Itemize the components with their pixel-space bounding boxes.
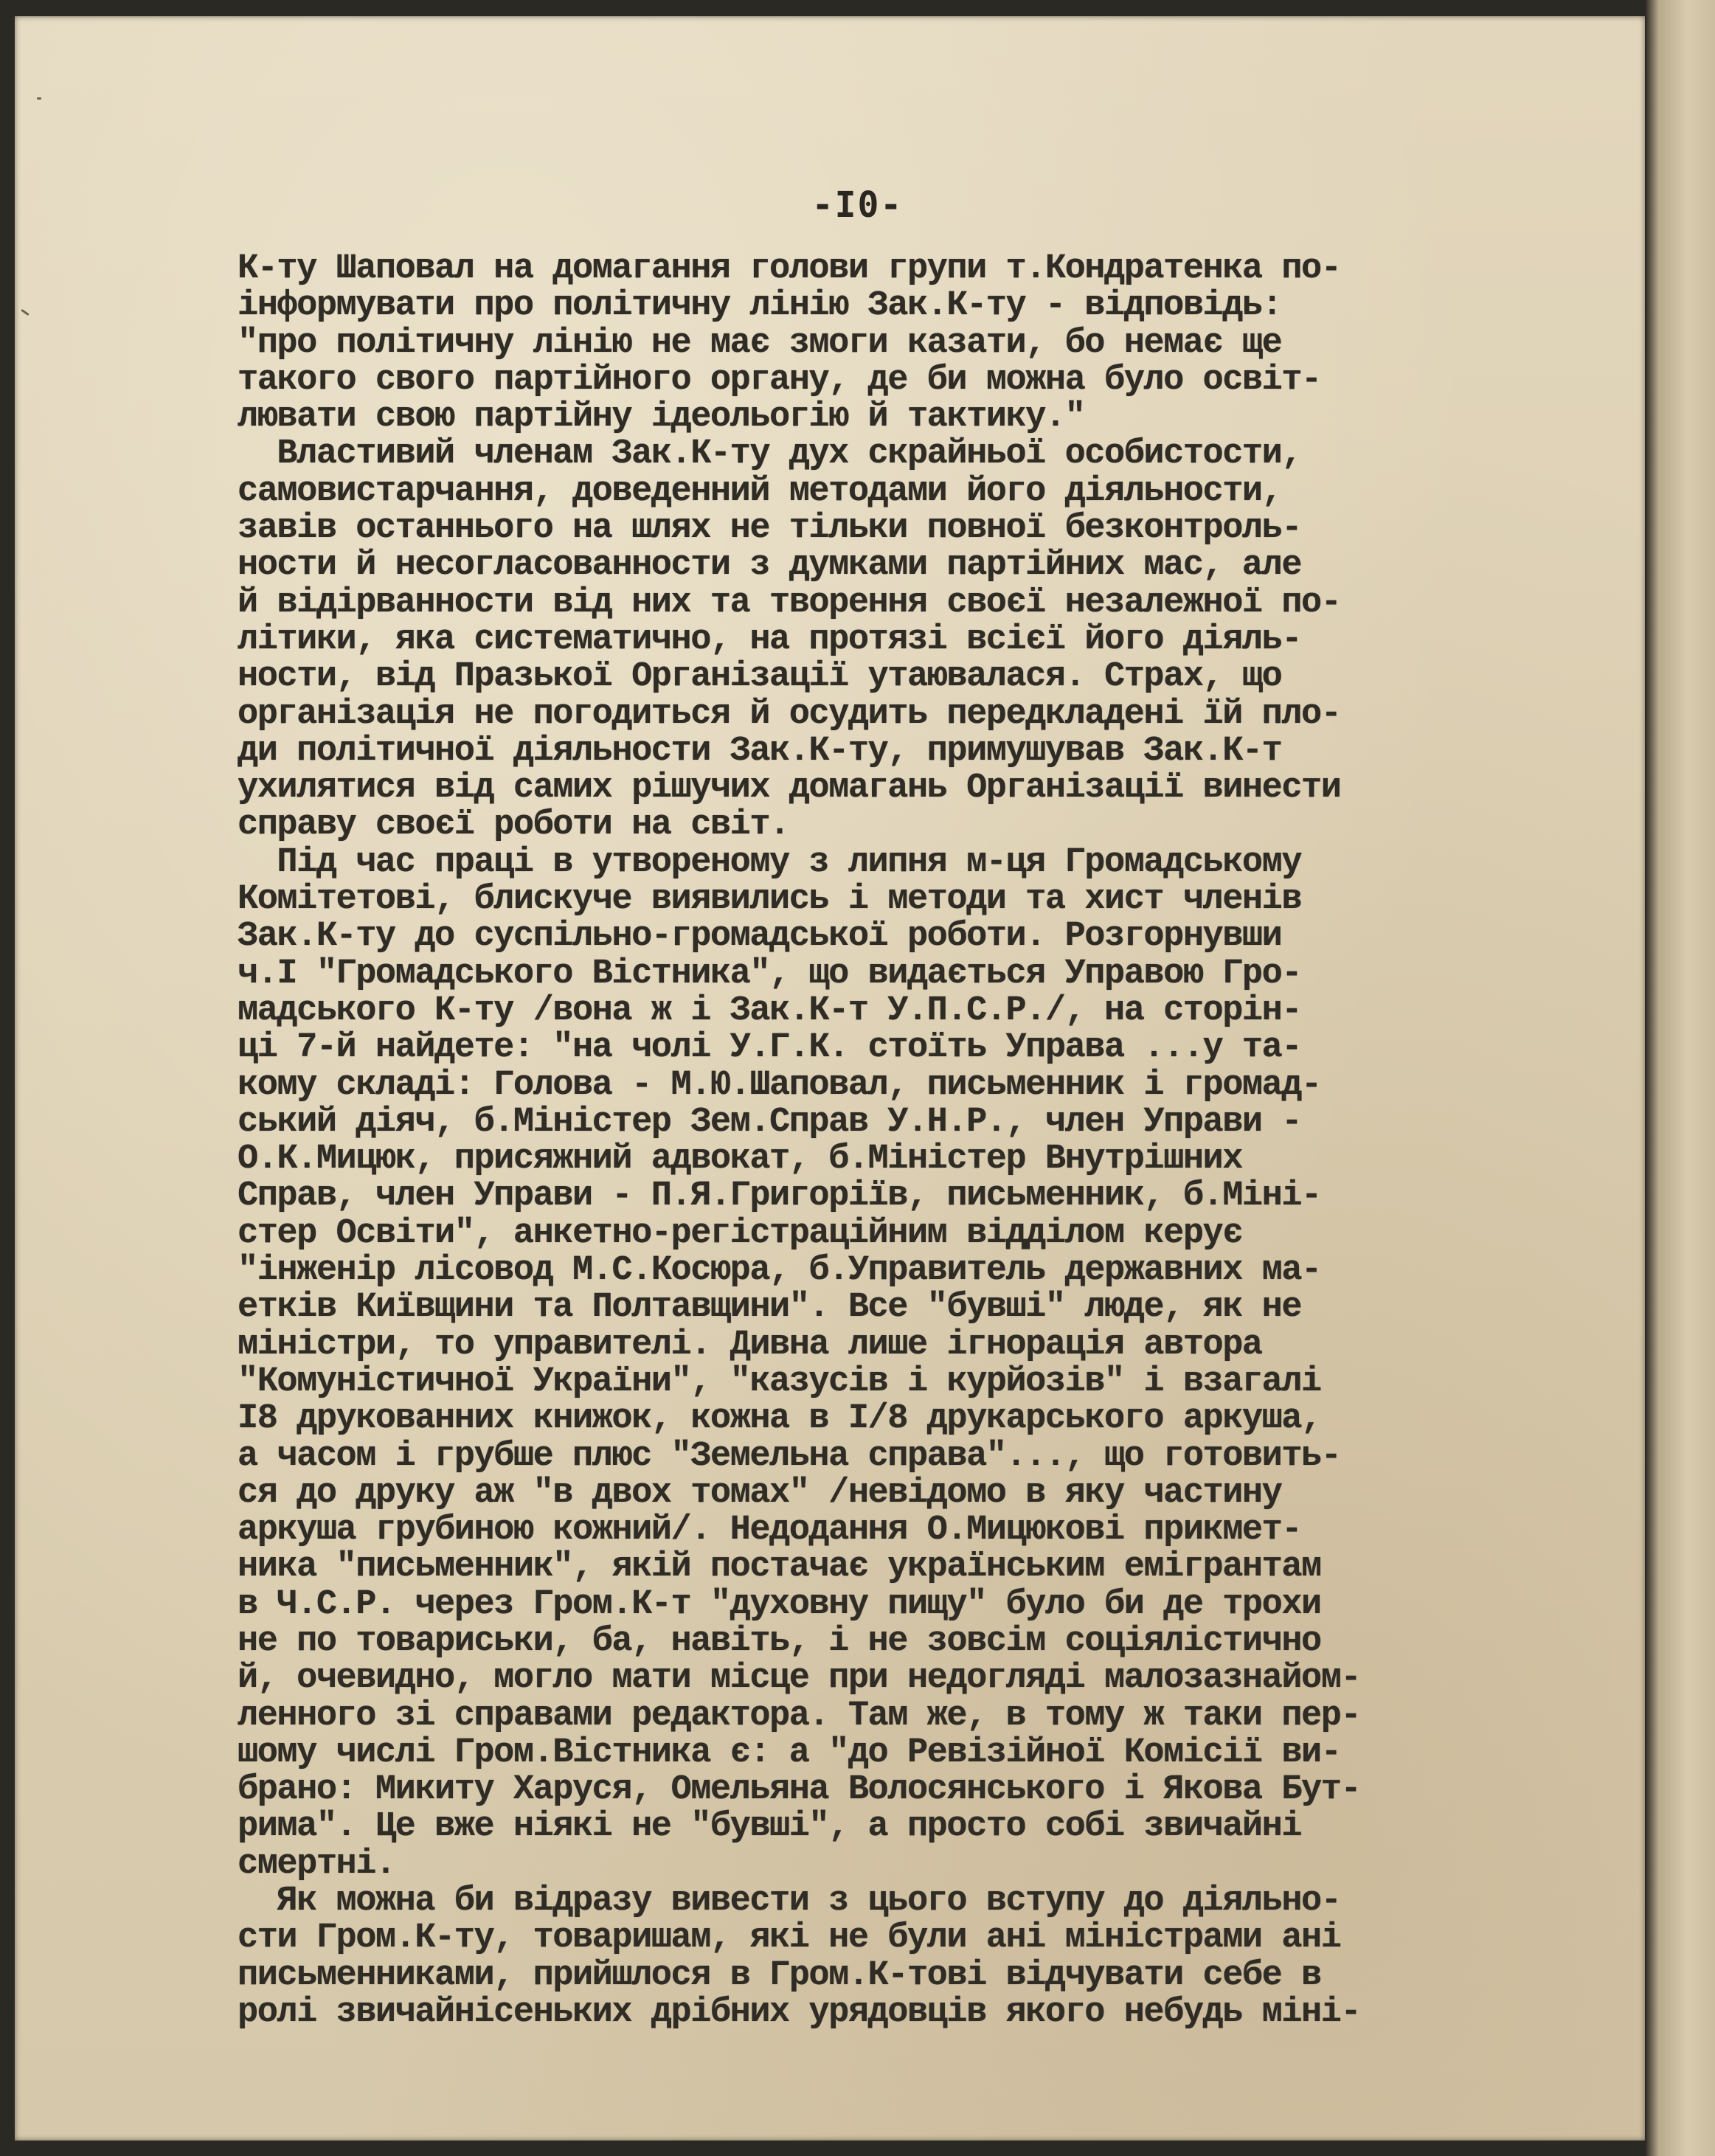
text-line: сти Гром.К-ту, товаришам, які не були ані міністрами ані [238,1918,1341,1958]
text-line: кому складі: Голова - М.Ю.Шаповал, письменник і громад- [238,1065,1321,1105]
text-line: ности й несогласованности з думками партійних мас, але [238,546,1302,586]
text-line: етків Київщини та Полтавщини". Все "бувші" люде, як не [238,1288,1302,1328]
adjacent-page-edge [1646,0,1715,2156]
text-line: О.К.Мицюк, присяжний адвокат, б.Міністер Внутрішних [238,1140,1242,1179]
text-line: стер Освіти", анкетно-регістраційним відділом керує [238,1213,1242,1253]
text-line: "про політичну лінію не має змоги казати, бо немає ще [238,323,1282,363]
text-line: Справ, член Управи - П.Я.Григоріїв, письменник, б.Міні- [238,1176,1321,1216]
text-line: завів останнього на шлях не тільки повної безконтроль- [238,509,1302,549]
text-line: ся до друку аж "в двох томах" /невідомо в яку частину [238,1473,1282,1513]
text-line: міністри, то управителі. Дивна лише ігнорація автора [238,1325,1262,1365]
text-line: аркуша грубиною кожний/. Недодання О.Мицюкові прикмет- [238,1511,1302,1550]
text-line: ролі звичайнісеньких дрібних урядовців якого небудь міні- [238,1992,1361,2032]
text-line: ч.І "Громадського Вістника", що видається Управою Гро- [238,954,1302,994]
text-line: шому числі Гром.Вістника є: а "до Ревізійної Комісії ви- [238,1733,1341,1772]
paper-speck [37,97,41,100]
paper-speck [21,309,30,316]
text-line: ухилятися від самих рішучих домагань Організації винести [238,769,1341,808]
text-line: Комітетові, блискуче виявились і методи та хист членів [238,880,1302,920]
text-line: організація не погодиться й осудить передкладені їй пло- [238,694,1341,734]
text-line: брано: Микиту Харуся, Омельяна Волосянського і Якова Бут- [238,1770,1361,1810]
text-line: а часом і грубше плюс "Земельна справа"..., що готовить- [238,1436,1341,1476]
text-line: в Ч.С.Р. через Гром.К-т "духовну пищу" було би де трохи [238,1584,1321,1624]
text-line: ди політичної діяльности Зак.К-ту, примушував Зак.К-т [238,731,1282,771]
text-line: літики, яка систематично, на протязі всієї його діяль- [238,620,1302,659]
text-line: справу своєї роботи на світ. [238,805,789,845]
text-line: К-ту Шаповал на домагання голови групи т.Кондратенка по- [238,249,1341,288]
page-number: -I0- [811,184,904,226]
document-body [238,251,1617,2031]
text-line: "інженір лісовод М.С.Косюра, б.Управитель державних ма- [238,1251,1321,1291]
text-line: інформувати про політичну лінію Зак.К-ту - відповідь: [238,286,1282,326]
text-line: Як можна би відразу вивести з цього вступу до діяльно- [238,1882,1341,1921]
text-line: ський діяч, б.Міністер Зем.Справ У.Н.Р., член Управи - [238,1102,1302,1142]
text-line: рима". Це вже ніякі не "бувші", а просто собі звичайні [238,1807,1302,1847]
text-line: ника "письменник", якій постачає українським емігрантам [238,1547,1321,1587]
text-line: Властивий членам Зак.К-ту дух скрайньої особистости, [238,434,1302,474]
text-line: ности, від Празької Організації утаювалася. Страх, що [238,657,1282,697]
text-line: ці 7-й найдете: "на чолі У.Г.К. стоїть Управа ...у та- [238,1028,1302,1068]
text-line: й, очевидно, могло мати місце при недогляді малозазнайом- [238,1659,1361,1699]
text-line: самовистарчання, доведенний методами його діяльности, [238,471,1282,511]
text-line: Зак.К-ту до суспільно-громадської роботи. Розгорнувши [238,917,1282,957]
text-line: лювати свою партійну ідеольогію й тактику." [238,398,1085,437]
text-line: мадського К-ту /вона ж і Зак.К-т У.П.С.Р./, на сторін- [238,991,1302,1030]
text-line: Під час праці в утвореному з липня м-ця Громадському [238,842,1302,882]
text-line: письменниками, прийшлося в Гром.К-тові відчувати себе в [238,1955,1321,1995]
text-line: не по товариськи, ба, навіть, і не зовсім соціялістично [238,1621,1321,1661]
text-line: й відірванности від них та творення своєї незалежної по- [238,583,1341,623]
text-line: "Комуністичної України", "казусів і курйозів" і взагалі [238,1362,1321,1401]
text-line: I8 друкованних книжок, кожна в I/8 друкарського аркуша, [238,1399,1321,1439]
text-line: ленного зі справами редактора. Там же, в тому ж таки пер- [238,1696,1361,1736]
text-line: смертні. [238,1844,395,1884]
text-line: такого свого партійного органу, де би можна було освіт- [238,360,1321,400]
